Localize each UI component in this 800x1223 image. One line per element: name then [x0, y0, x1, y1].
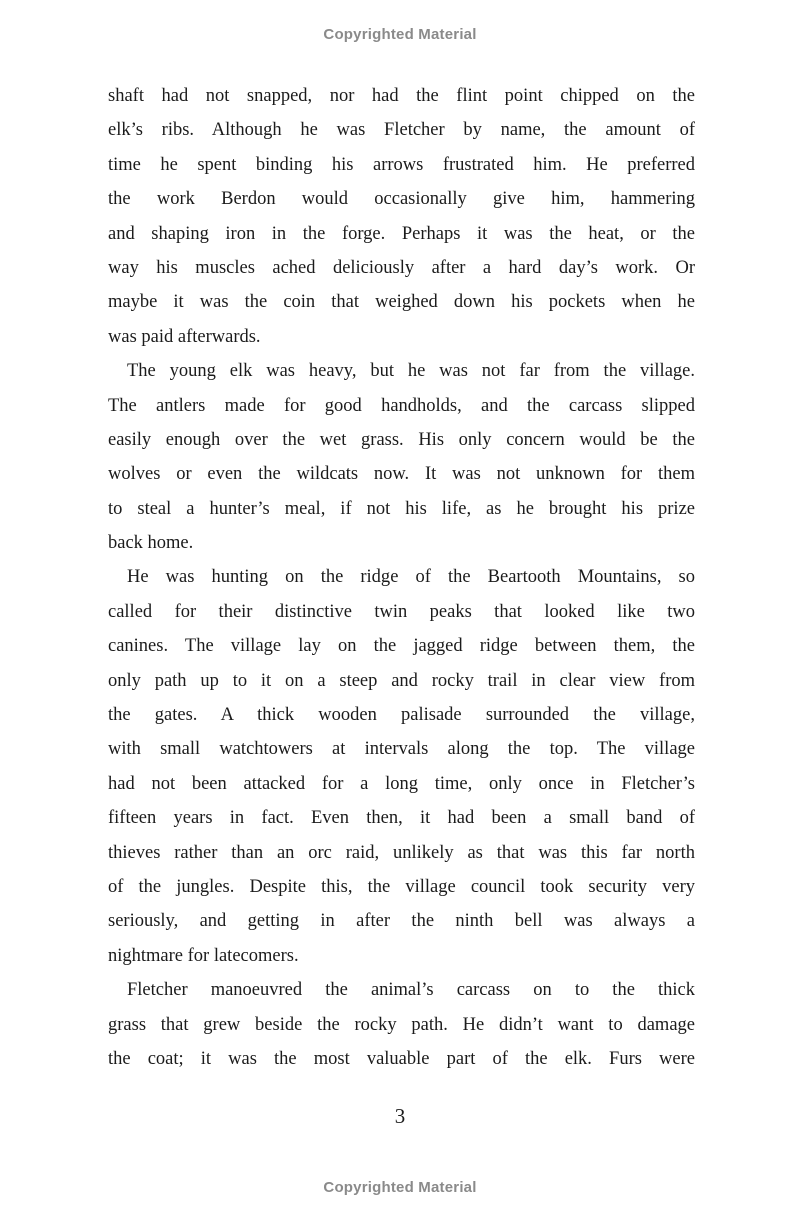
text-line-p4-l2: grass that grew beside the rocky path. He didn’t want to damage: [108, 1014, 695, 1035]
text-line-p1-l5: and shaping iron in the forge. Perhaps it was the heat, or the: [108, 223, 695, 244]
text-line-p1-l7: maybe it was the coin that weighed down his pockets when he: [108, 292, 695, 313]
text-line-p1-l2: elk’s ribs. Although he was Fletcher by name, the amount of: [108, 120, 695, 141]
text-line-p3-l10: of the jungles. Despite this, the village council took security very: [108, 876, 695, 897]
text-line-p3-l7: had not been attacked for a long time, only once in Fletcher’s: [108, 773, 695, 794]
copyright-notice-top: Copyrighted Material: [323, 26, 477, 43]
text-line-p3-l12: nightmare for latecomers.: [108, 945, 299, 966]
text-line-p3-l5: the gates. A thick wooden palisade surrounded the village,: [108, 705, 695, 726]
text-line-p3-l3: canines. The village lay on the jagged ridge between them, the: [108, 636, 695, 657]
copyright-notice-bottom: Copyrighted Material: [323, 1179, 477, 1196]
text-line-p3-l9: thieves rather than an orc raid, unlikely as that was this far north: [108, 842, 695, 863]
text-line-p3-l6: with small watchtowers at intervals along the top. The village: [108, 739, 695, 760]
page-body: [108, 79, 695, 1076]
text-line-p3-l2: called for their distinctive twin peaks that looked like two: [108, 601, 695, 622]
text-line-p1-l3: time he spent binding his arrows frustrated him. He preferred: [108, 154, 695, 175]
text-line-p2-l4: wolves or even the wildcats now. It was not unknown for them: [108, 464, 695, 485]
text-line-p4-l3: the coat; it was the most valuable part of the elk. Furs were: [108, 1048, 695, 1069]
text-line-p3-l4: only path up to it on a steep and rocky trail in clear view from: [108, 670, 695, 691]
text-line-p1-l8: was paid afterwards.: [108, 326, 261, 347]
text-line-p3-l8: fifteen years in fact. Even then, it had been a small band of: [108, 808, 695, 829]
text-line-p1-l1: shaft had not snapped, nor had the flint point chipped on the: [108, 86, 695, 106]
text-line-p2-l1: The young elk was heavy, but he was not far from the village.: [127, 361, 695, 382]
text-line-p2-l2: The antlers made for good handholds, and the carcass slipped: [108, 395, 695, 416]
page-number: 3: [394, 1104, 406, 1128]
text-line-p3-l1: He was hunting on the ridge of the Beartooth Mountains, so: [127, 567, 695, 588]
text-line-p3-l11: seriously, and getting in after the ninth bell was always a: [108, 911, 695, 932]
text-line-p4-l1: Fletcher manoeuvred the animal’s carcass on to the thick: [127, 980, 695, 1001]
text-line-p2-l3: easily enough over the wet grass. His only concern would be the: [108, 429, 695, 450]
text-line-p2-l5: to steal a hunter’s meal, if not his life, as he brought his prize: [108, 498, 695, 519]
text-line-p1-l4: the work Berdon would occasionally give him, hammering: [108, 189, 695, 210]
text-line-p1-l6: way his muscles ached deliciously after a hard day’s work. Or: [108, 257, 695, 278]
text-line-p2-l6: back home.: [108, 533, 194, 554]
